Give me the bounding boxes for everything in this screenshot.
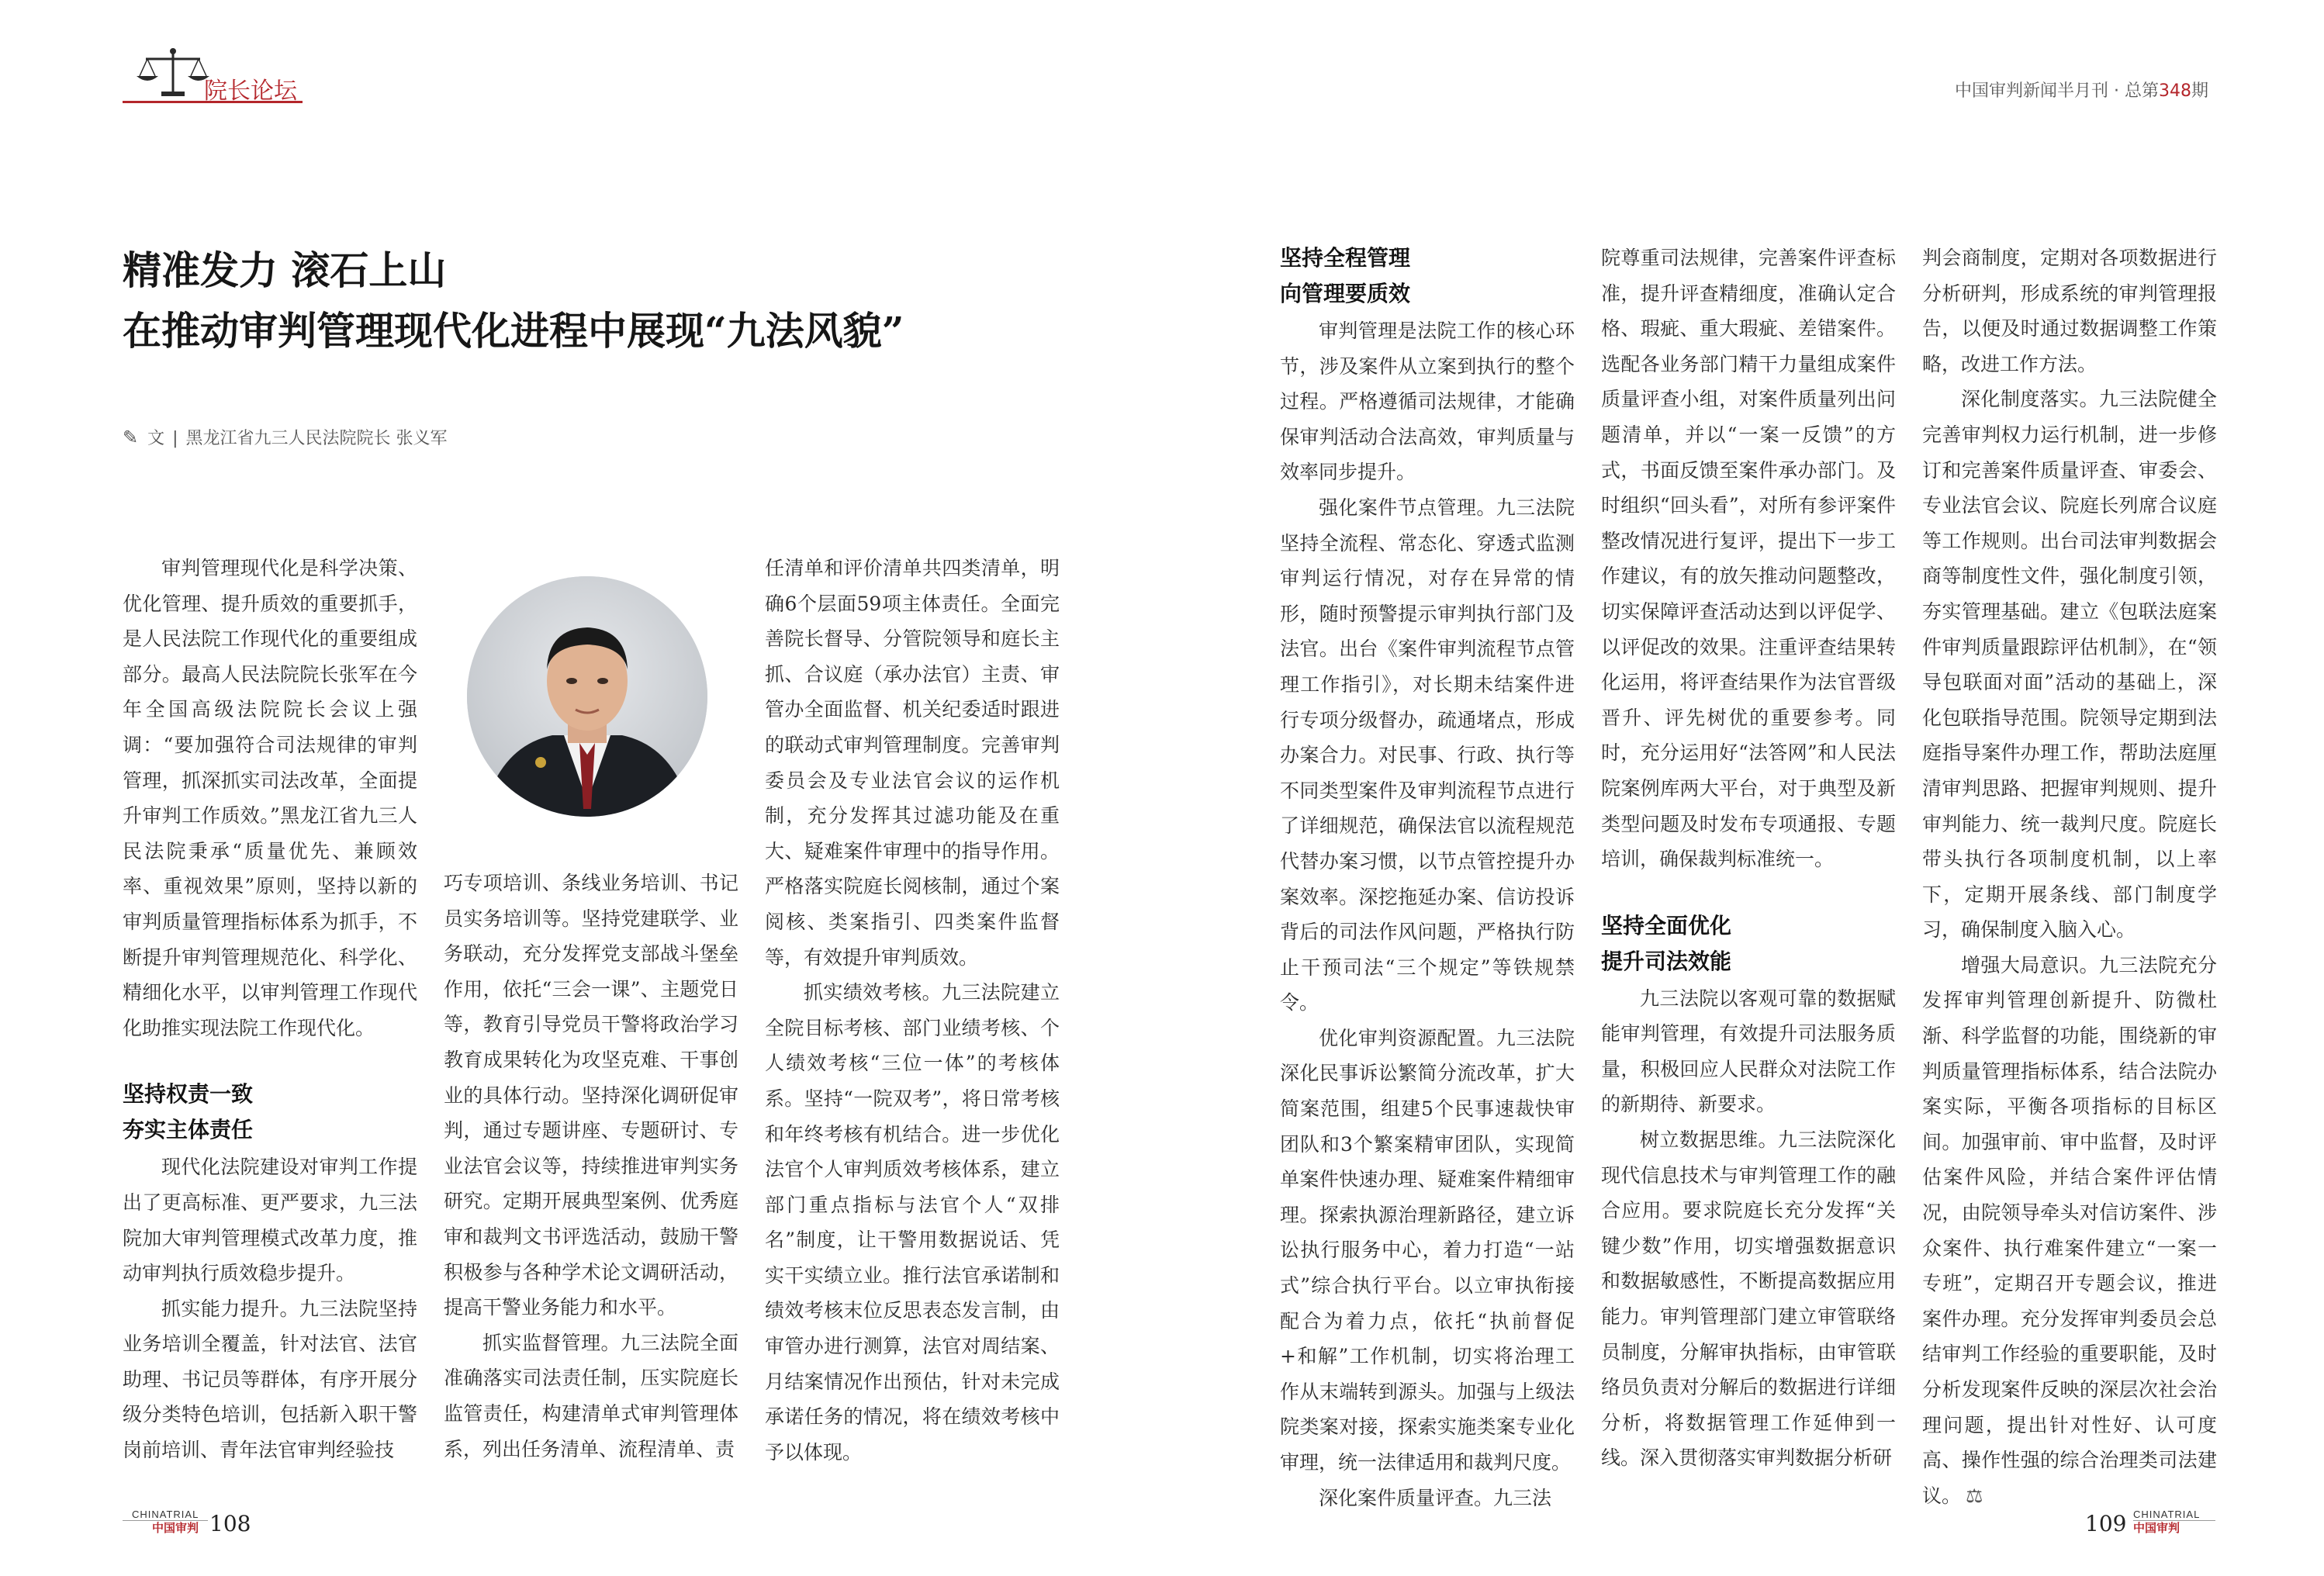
section-heading-3-line2: 提升司法效能 [1601,948,1732,974]
pen-nib-icon: ✎ [123,427,139,448]
byline-separator: | [172,429,178,448]
page-number-right: 109 [2085,1511,2127,1536]
end-mark-icon: ⚖ [1966,1484,1983,1507]
article-title [123,240,1053,361]
section-heading-1 [123,1077,417,1148]
body-paragraph: 判会商制度，定期对各项数据进行分析研判，形成系统的审判管理报告，以便及时通过数据调整工作策略，改进工作方法。 [1922,247,2217,375]
issue-prefix: 中国审判新闻半月刊 · 总第 [1955,81,2159,101]
left-column-2 [444,866,738,1467]
article-title-line1: 精准发力 滚石上山 [123,247,447,293]
byline-label: 文 [147,429,165,448]
body-paragraph: 树立数据思维。九三法院深化现代信息技术与审判管理工作的融合应用。要求院庭长充分发挥“关键少数”作用，切实增强数据意识和数据敏感性，不断提高数据应用能力。审判管理部门建立审管联络员制度，分解审执指标，由审管联络员负责对分解后的数据进行详细分析，将数据管理工作延伸到一线。深入贯彻落实审判数据分析研 [1601,1128,1896,1470]
footer-rule-left [123,1520,208,1521]
section-label: 院长论坛 [204,78,297,105]
section-heading-2-line2: 向管理要质效 [1280,281,1411,306]
body-paragraph: 抓实监督管理。九三法院全面准确落实司法责任制，压实院庭长监管责任，构建清单式审判管理体系，列出任务清单、流程清单、责 [444,1331,738,1460]
right-column-1 [1280,240,1575,1516]
footer-logo-en-right: CHINATRIAL [2133,1509,2201,1520]
body-paragraph: 抓实能力提升。九三法院坚持业务培训全覆盖，针对法官、法官助理、书记员等群体，有序开展分级分类特色培训，包括新入职干警岗前培训、青年法官审判经验技 [123,1297,417,1462]
left-column-3 [765,551,1060,1470]
footer-logo-en: CHINATRIAL [132,1509,199,1520]
section-heading-3-line1: 坚持全面优化 [1601,912,1732,938]
right-column-2 [1601,240,1896,1476]
body-paragraph: 抓实绩效考核。九三法院建立全院目标考核、部门业绩考核、个人绩效考核“三位一体”的考核体系。坚持“一院双考”，将日常考核和年终考核有机结合。进一步优化法官个人审判质效考核体系，建立部门重点指标与法官个人“双排名”制度，让干警用数据说话、凭实干实绩立业。推行法官承诺制和绩效考核末位反思表态发言制，由审管办进行测算，法官对周结案、月结案情况作出预估，针对未完成承诺任务的情况，将在绩效考核中予以体现。 [765,981,1060,1464]
section-heading-1-line2: 夯实主体责任 [123,1117,254,1143]
author-portrait [467,576,707,817]
scales-of-justice-icon [130,47,216,102]
footer-rule-right [2133,1520,2215,1521]
section-heading-1-line1: 坚持权责一致 [123,1081,254,1108]
section-heading-3 [1601,908,1896,980]
body-paragraph: 任清单和评价清单共四类清单，明确6个层面59项主体责任。全面完善院长督导、分管院领导和庭长主抓、合议庭（承办法官）主责、审管办全面监督、机关纪委适时跟进的联动式审判管理制度。完善审判委员会及专业法官会议的运作机制，充分发挥其过滤功能及在重大、疑难案件审理中的指导作用。严格落实院庭长阅核制，通过个案阅核、类案指引、四类案件监督等，有效提升审判质效。 [765,557,1060,969]
footer-right [2085,1509,2240,1540]
body-paragraph: 强化案件节点管理。九三法院坚持全流程、常态化、穿透式监测审判运行情况，对存在异常的情形，随时预警提示审判执行部门及法官。出台《案件审判流程节点管理工作指引》，对长期未结案件进行专项分级督办，疏通堵点，形成办案合力。对民事、行政、执行等不同类型案件及审判流程节点进行了详细规范，确保法官以流程规范代替办案习惯，以节点管控提升办案效率。深挖拖延办案、信访投诉背后的司法作风问题，严格执行防止干预司法“三个规定”等铁规禁令。 [1280,496,1575,1014]
footer-logo-cn: 中国审判 [152,1521,199,1535]
footer-left [123,1509,309,1540]
section-heading-2 [1280,240,1575,312]
body-paragraph: 深化案件质量评查。九三法 [1319,1486,1552,1509]
body-paragraph [1922,948,2217,1514]
body-paragraph: 优化审判资源配置。九三法院深化民事诉讼繁简分流改革，扩大简案范围，组建5个民事速裁快审团队和3个繁案精审团队，实现简单案件快速办理、疑难案件精细审理。探索执源治理新路径，建立诉讼执行服务中心，着力打造“一站式”综合执行平台。以立审执衔接配合为着力点，依托“执前督促+和解”工作机制，切实将治理工作从末端转到源头。加强与上级法院类案对接，探索实施类案专业化审理，统一法律适用和裁判尺度。 [1280,1026,1575,1474]
section-heading-2-line1: 坚持全程管理 [1280,245,1411,271]
body-paragraph: 九三法院以客观可靠的数据赋能审判管理，有效提升司法服务质量，积极回应人民群众对法院工作的新期待、新要求。 [1601,987,1896,1116]
issue-label [1955,78,2208,102]
byline [123,425,448,449]
left-column-1 [123,551,417,1468]
body-paragraph: 审判管理是法院工作的核心环节，涉及案件从立案到执行的整个过程。严格遵循司法规律，才能确保审判活动合法高效，审判质量与效率同步提升。 [1280,320,1575,484]
intro-paragraph: 审判管理现代化是科学决策、优化管理、提升质效的重要抓手，是人民法院工作现代化的重要组成部分。最高人民法院院长张军在今年全国高级法院院长会议上强调：“要加强符合司法规律的审判管理，抓深抓实司法改革，全面提升审判工作质效。”黑龙江省九三人民法院秉承“质量优先、兼顾效率、重视效果”原则，坚持以新的审判质量管理指标体系为抓手，不断提升审判管理规范化、科学化、精细化水平，以审判管理工作现代化助推实现法院工作现代化。 [123,557,417,1039]
body-paragraph: 现代化法院建设对审判工作提出了更高标准、更严要求，九三法院加大审判管理模式改革力度，推动审判执行质效稳步提升。 [123,1156,417,1285]
page-number-left: 108 [209,1511,251,1536]
body-paragraph: 巧专项培训、条线业务培训、书记员实务培训等。坚持党建联学、业务联动，充分发挥党支部战斗堡垒作用，依托“三会一课”、主题党日等，教育引导党员干警将政治学习教育成果转化为攻坚克难、干事创业的具体行动。坚持深化调研促审判，通过专题讲座、专题研讨、专业法官会议等，持续推进审判实务研究。定期开展典型案例、优秀庭审和裁判文书评选活动，鼓励干警积极参与各种学术论文调研活动，提高干警业务能力和水平。 [444,872,738,1319]
right-column-3 [1922,240,2217,1513]
body-paragraph: 深化制度落实。九三法院健全完善审判权力运行机制，进一步修订和完善案件质量评查、审委会、专业法官会议、院庭长列席合议庭等工作规则。出台司法审判数据会商等制度性文件，强化制度引领，夯实管理基础。建立《包联法庭案件审判质量跟踪评估机制》，在“领导包联面对面”活动的基础上，深化包联指导范围。院领导定期到法庭指导案件办理工作，帮助法庭厘清审判思路、把握审判规则、提升审判能力、统一裁判尺度。院庭长带头执行各项制度机制，以上率下，定期开展条线、部门制度学习，确保制度入脑入心。 [1922,388,2217,942]
issue-number: 348 [2158,81,2191,101]
final-paragraph-text: 增强大局意识。九三法院充分发挥审判管理创新提升、防微杜渐、科学监督的功能，围绕新的审判质量管理指标体系，结合法院办案实际，平衡各项指标的目标区间。加强审前、审中监督，及时评估案件风险，并结合案件评估情况，由院领导牵头对信访案件、涉众案件、执行难案件建立“一案一专班”，定期召开专题会议，推进案件办理。充分发挥审判委员会总结审判工作经验的重要职能，及时分析发现案件反映的深层次社会治理问题，提出针对性好、认可度高、操作性强的综合治理类司法建议。 [1922,953,2217,1507]
byline-author: 黑龙江省九三人民法院院长 张义军 [185,429,448,448]
footer-logo-cn-right: 中国审判 [2133,1521,2180,1535]
article-title-line2: 在推动审判管理现代化进程中展现“九法风貌” [123,308,904,354]
header-logo [123,47,324,109]
issue-suffix: 期 [2191,81,2208,101]
body-paragraph: 院尊重司法规律，完善案件评查标准，提升评查精细度，准确认定合格、瑕疵、重大瑕疵、差错案件。选配各业务部门精干力量组成案件质量评查小组，对案件质量列出问题清单，并以“一案一反馈”的方式，书面反馈至案件承办部门。及时组织“回头看”，对所有参评案件整改情况进行复评，提出下一步工作建议，有的放矢推动问题整改，切实保障评查活动达到以评促学、以评促改的效果。注重评查结果转化运用，将评查结果作为法官晋级晋升、评先树优的重要参考。同时，充分运用好“法答网”和人民法院案例库两大平台，对于典型及新类型问题及时发布专项通报、专题培训，确保裁判标准统一。 [1601,247,1896,871]
